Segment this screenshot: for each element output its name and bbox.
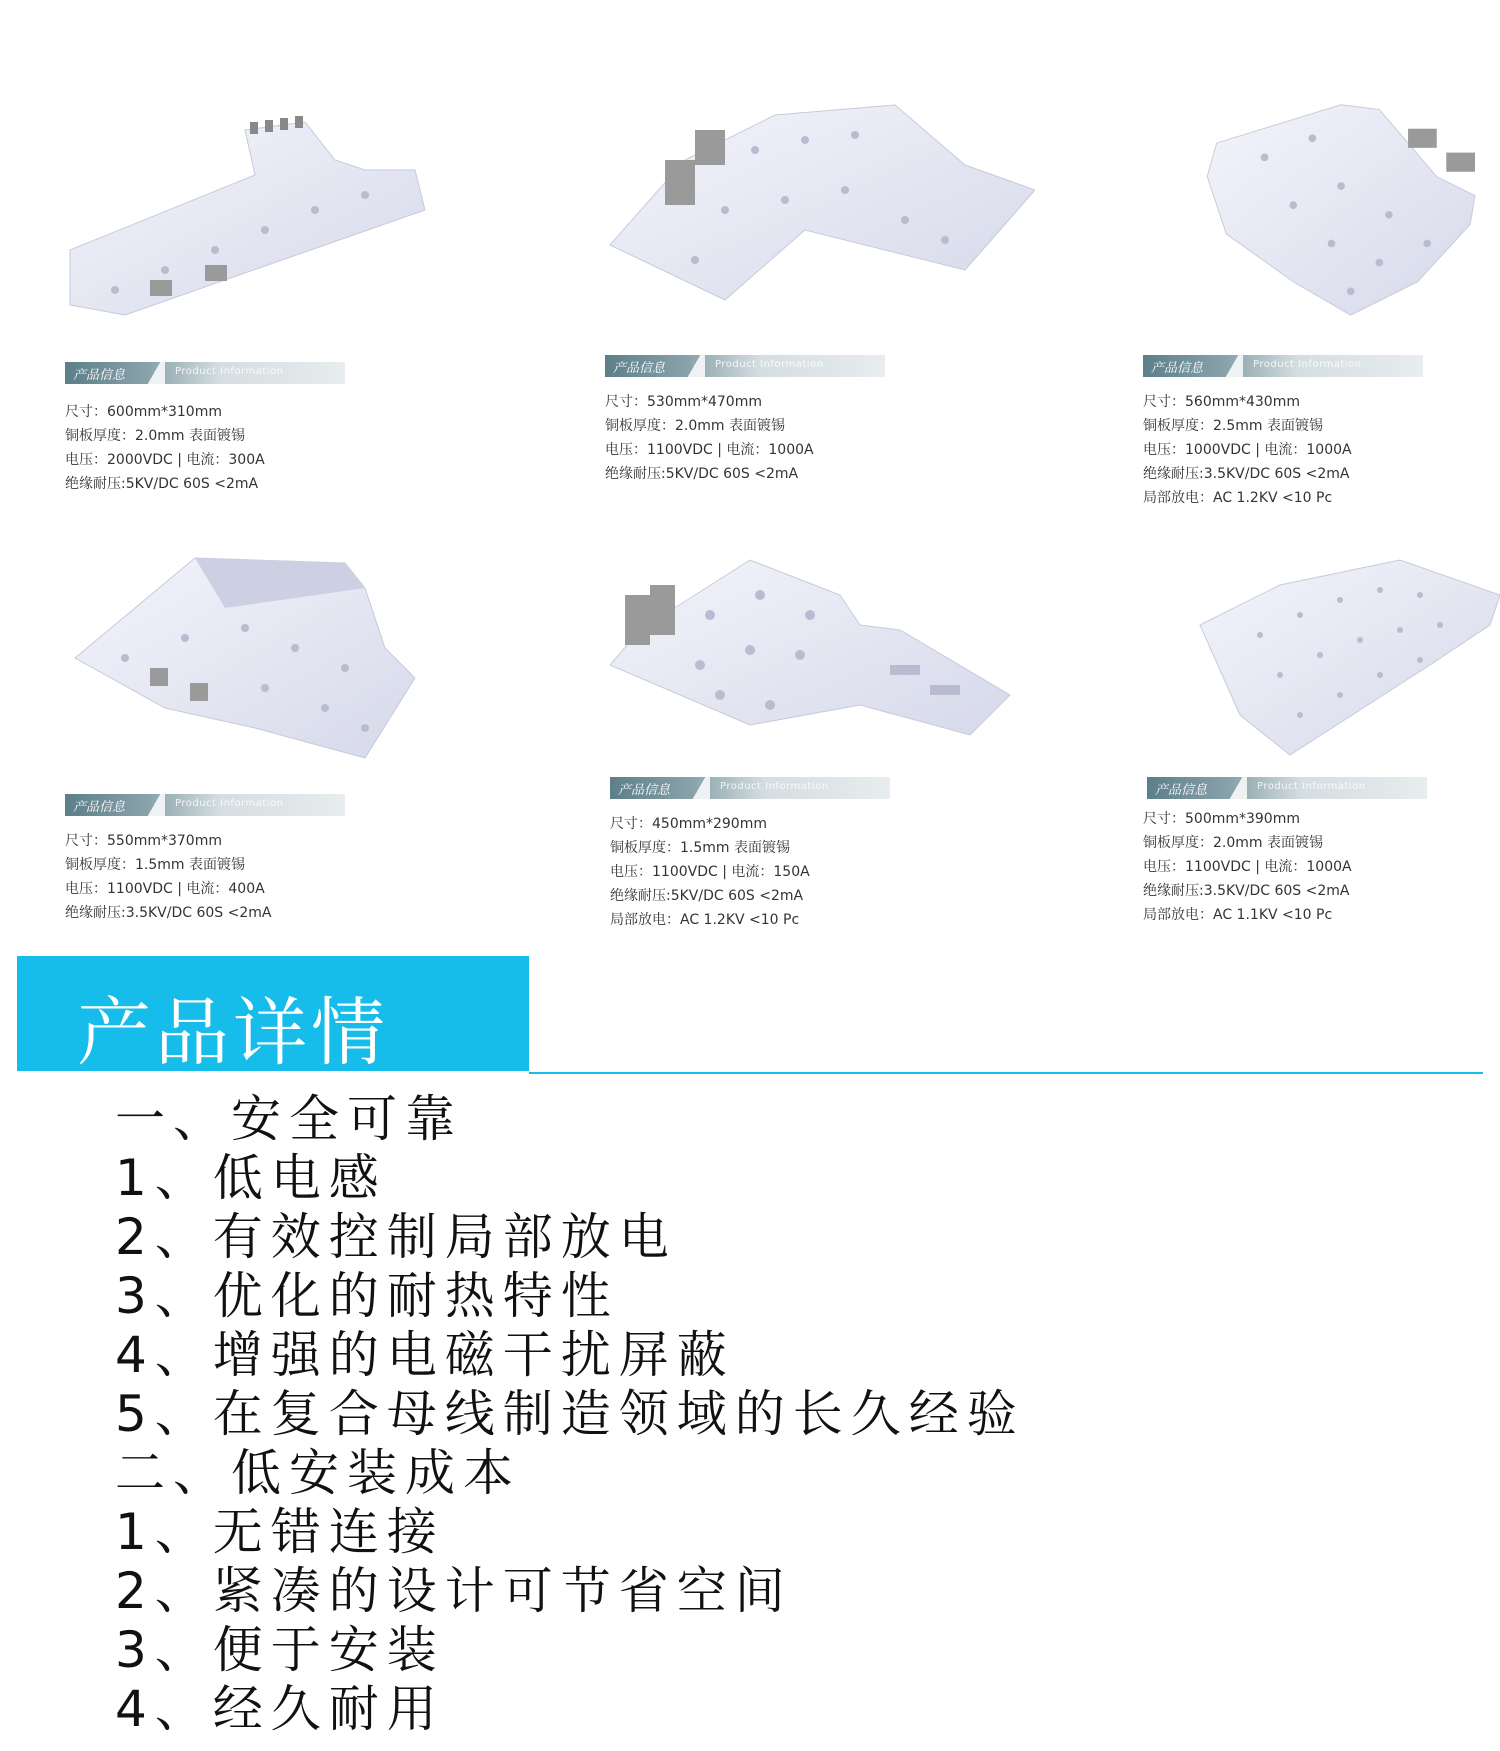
- spec-partial-discharge: 局部放电：AC 1.1KV <10 Pc: [1143, 907, 1333, 923]
- spec-thickness: 铜板厚度：2.0mm 表面镀锡: [65, 428, 245, 444]
- spec-insulation: 绝缘耐压:3.5KV/DC 60S <2mA: [1143, 466, 1350, 482]
- feature-item: 4、增强的电磁干扰屏蔽: [115, 1326, 735, 1384]
- product-info-banner: [65, 794, 345, 816]
- section-divider: [529, 1072, 1483, 1074]
- feature-heading: 二、低安装成本: [115, 1444, 521, 1502]
- product-info-en: Product Information: [715, 359, 824, 370]
- product-info-en: Product Information: [175, 366, 284, 377]
- spec-insulation: 绝缘耐压:5KV/DC 60S <2mA: [605, 466, 799, 482]
- spec-voltage-current: 电压：1000VDC | 电流：1000A: [1143, 442, 1352, 458]
- product-image: [1150, 100, 1500, 320]
- spec-thickness: 铜板厚度：2.0mm 表面镀锡: [605, 418, 785, 434]
- product-info-banner: [1147, 777, 1427, 799]
- product-info-en: Product Information: [720, 781, 829, 792]
- product-info-en: Product Information: [175, 798, 284, 809]
- feature-item: 3、便于安装: [115, 1621, 445, 1679]
- product-image: [65, 100, 495, 320]
- product-info-banner: [1143, 355, 1423, 377]
- product-image: [605, 100, 1035, 320]
- product-info-banner: [65, 362, 345, 384]
- product-info-label: 产品信息: [73, 800, 126, 815]
- feature-list: [115, 1090, 1025, 1739]
- product-info-label: 产品信息: [1155, 783, 1208, 798]
- spec-list: [65, 829, 271, 925]
- feature-item: 2、有效控制局部放电: [115, 1208, 677, 1266]
- product-info-label: 产品信息: [73, 368, 126, 383]
- feature-item: 4、经久耐用: [115, 1680, 445, 1738]
- product-info-label: 产品信息: [1151, 361, 1204, 376]
- spec-size: 尺寸：560mm*430mm: [1143, 394, 1300, 410]
- spec-size: 尺寸：550mm*370mm: [65, 833, 222, 849]
- spec-list: [65, 400, 265, 496]
- spec-list: [605, 390, 814, 486]
- spec-list: [1143, 807, 1352, 927]
- spec-partial-discharge: 局部放电：AC 1.2KV <10 Pc: [1143, 490, 1333, 506]
- product-info-en: Product Information: [1253, 359, 1362, 370]
- spec-list: [610, 812, 810, 932]
- spec-size: 尺寸：450mm*290mm: [610, 816, 767, 832]
- spec-thickness: 铜板厚度：1.5mm 表面镀锡: [65, 857, 245, 873]
- spec-partial-discharge: 局部放电：AC 1.2KV <10 Pc: [610, 912, 800, 928]
- product-image: [1150, 555, 1500, 775]
- product-info-banner: [605, 355, 885, 377]
- spec-thickness: 铜板厚度：1.5mm 表面镀锡: [610, 840, 790, 856]
- spec-size: 尺寸：600mm*310mm: [65, 404, 222, 420]
- product-info-label: 产品信息: [613, 361, 666, 376]
- spec-voltage-current: 电压：1100VDC | 电流：1000A: [1143, 859, 1352, 875]
- spec-voltage-current: 电压：2000VDC | 电流：300A: [65, 452, 265, 468]
- feature-item: 1、无错连接: [115, 1503, 445, 1561]
- spec-voltage-current: 电压：1100VDC | 电流：400A: [65, 881, 265, 897]
- spec-size: 尺寸：500mm*390mm: [1143, 811, 1300, 827]
- spec-voltage-current: 电压：1100VDC | 电流：1000A: [605, 442, 814, 458]
- product-detail-header: [17, 956, 529, 1076]
- product-image: [65, 548, 495, 768]
- spec-insulation: 绝缘耐压:5KV/DC 60S <2mA: [610, 888, 804, 904]
- feature-item: 5、在复合母线制造领域的长久经验: [115, 1385, 1025, 1443]
- spec-insulation: 绝缘耐压:3.5KV/DC 60S <2mA: [65, 905, 272, 921]
- product-info-label: 产品信息: [618, 783, 671, 798]
- feature-item: 2、紧凑的设计可节省空间: [115, 1562, 793, 1620]
- feature-item: 3、优化的耐热特性: [115, 1267, 619, 1325]
- feature-item: 1、低电感: [115, 1149, 387, 1207]
- product-info-banner: [610, 777, 890, 799]
- spec-size: 尺寸：530mm*470mm: [605, 394, 762, 410]
- spec-thickness: 铜板厚度：2.0mm 表面镀锡: [1143, 835, 1323, 851]
- spec-list: [1143, 390, 1352, 510]
- product-detail-title: 产品详情: [77, 990, 389, 1076]
- spec-insulation: 绝缘耐压:3.5KV/DC 60S <2mA: [1143, 883, 1350, 899]
- product-image: [610, 555, 1040, 775]
- product-info-en: Product Information: [1257, 781, 1366, 792]
- feature-heading: 一、安全可靠: [115, 1090, 463, 1148]
- spec-voltage-current: 电压：1100VDC | 电流：150A: [610, 864, 810, 880]
- spec-insulation: 绝缘耐压:5KV/DC 60S <2mA: [65, 476, 259, 492]
- spec-thickness: 铜板厚度：2.5mm 表面镀锡: [1143, 418, 1323, 434]
